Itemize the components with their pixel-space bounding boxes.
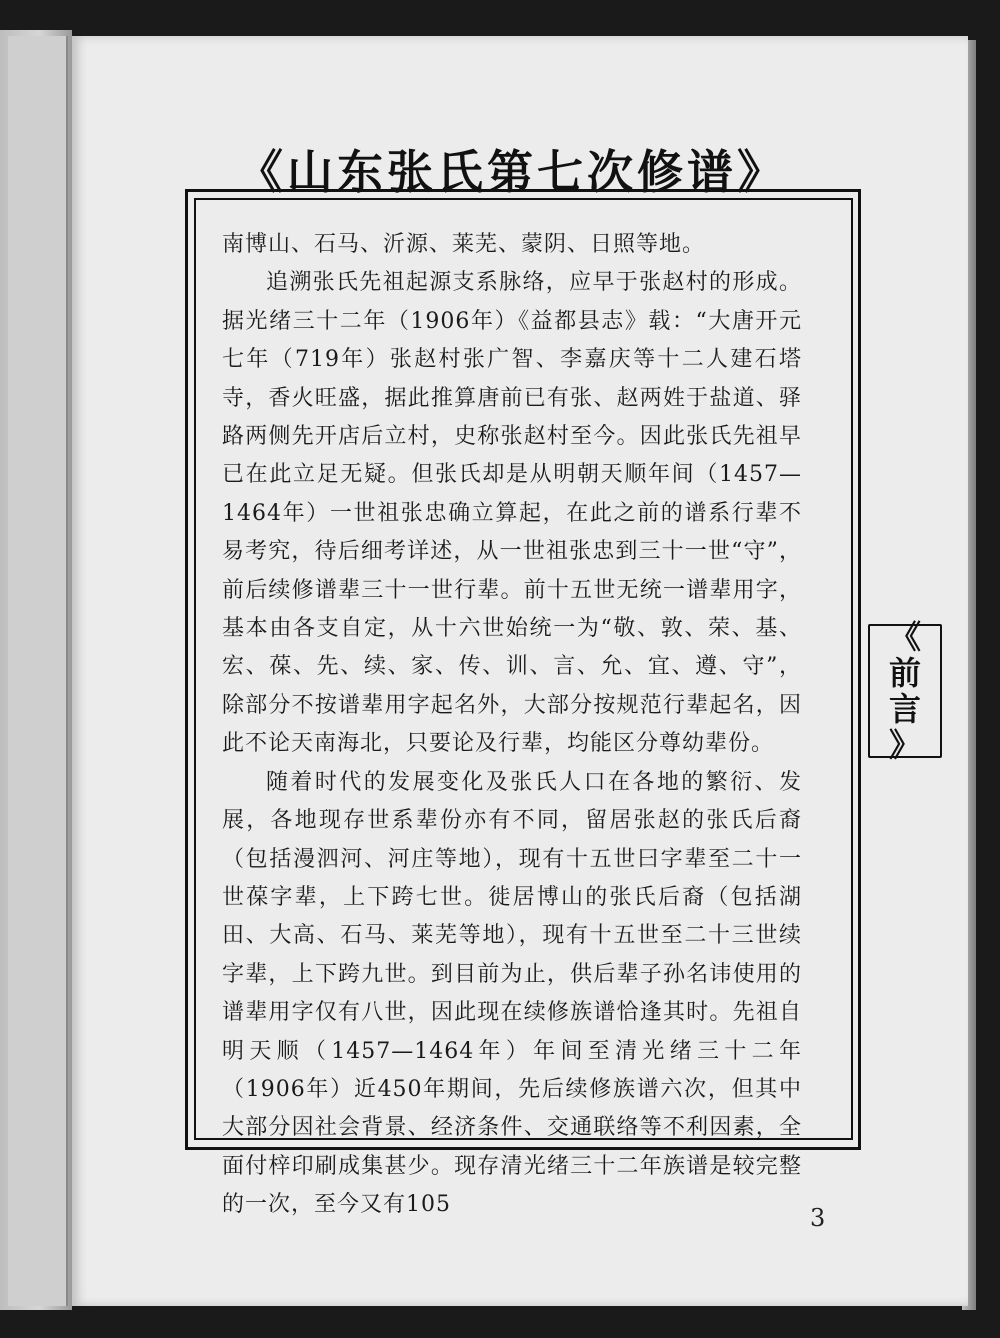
left-page-margin	[8, 36, 68, 1306]
tab-char-qian: 前	[888, 654, 921, 692]
book-page	[72, 36, 968, 1306]
tab-char-yan: 言	[888, 690, 921, 728]
tab-open-bracket: 《	[888, 618, 921, 656]
page-number: 3	[810, 1204, 826, 1232]
page-title: 《山东张氏第七次修谱》	[237, 145, 787, 199]
tab-close-bracket: 》	[888, 726, 921, 764]
paragraph-origin: 追溯张氏先祖起源支系脉络，应早于张赵村的形成。据光绪三十二年（1906年）《益都县志》载：“大唐开元七年（719年）张赵村张广智、李嘉庆等十二人建石塔寺，香火旺盛，据此推算唐前已有张、赵两姓于盐道、驿路两侧先开店后立村，史称张赵村至今。因此张氏先祖早已在此立足无疑。但张氏却是从明朝天顺年间（1457—1464年）一世祖张忠确立算起，在此之前的谱系行辈不易考究，待后细考详述，从一世祖张忠到三十一世“守”，前后续修谱辈三十一世行辈。前十五世无统一谱辈用字，基本由各支自定，从十六世始统一为“敬、敦、荣、基、宏、葆、先、续、家、传、训、言、允、宜、遵、守”，除部分不按谱辈用字起名外，大部分按规范行辈起名，因此不论天南海北，只要论及行辈，均能区分尊幼辈份。	[222, 270, 802, 757]
paragraph-development: 随着时代的发展变化及张氏人口在各地的繁衍、发展，各地现存世系辈份亦有不同，留居张赵的张氏后裔（包括漫泗河、河庄等地），现有十五世曰字辈至二十一世葆字辈，上下跨七世。徙居博山的张氏后裔（包括湖田、大高、石马、莱芜等地），现有十五世至二十三世续字辈，上下跨九世。到目前为止，供后辈子孙名讳使用的谱辈用字仅有八世，因此现在续修族谱恰逢其时。先祖自明天顺（1457—1464年）年间至清光绪三十二年（1906年）近450年期间，先后续修族谱六次，但其中大部分因社会背景、经济条件、交通联络等不利因素，全面付梓印刷成集甚少。现存清光绪三十二年族谱是较完整的一次，至今又有105	[222, 769, 802, 1218]
paragraph-continuation: 南博山、石马、沂源、莱芜、蒙阴、日照等地。	[222, 232, 706, 257]
preface-body	[222, 226, 802, 1225]
section-tab-preface	[868, 618, 942, 764]
